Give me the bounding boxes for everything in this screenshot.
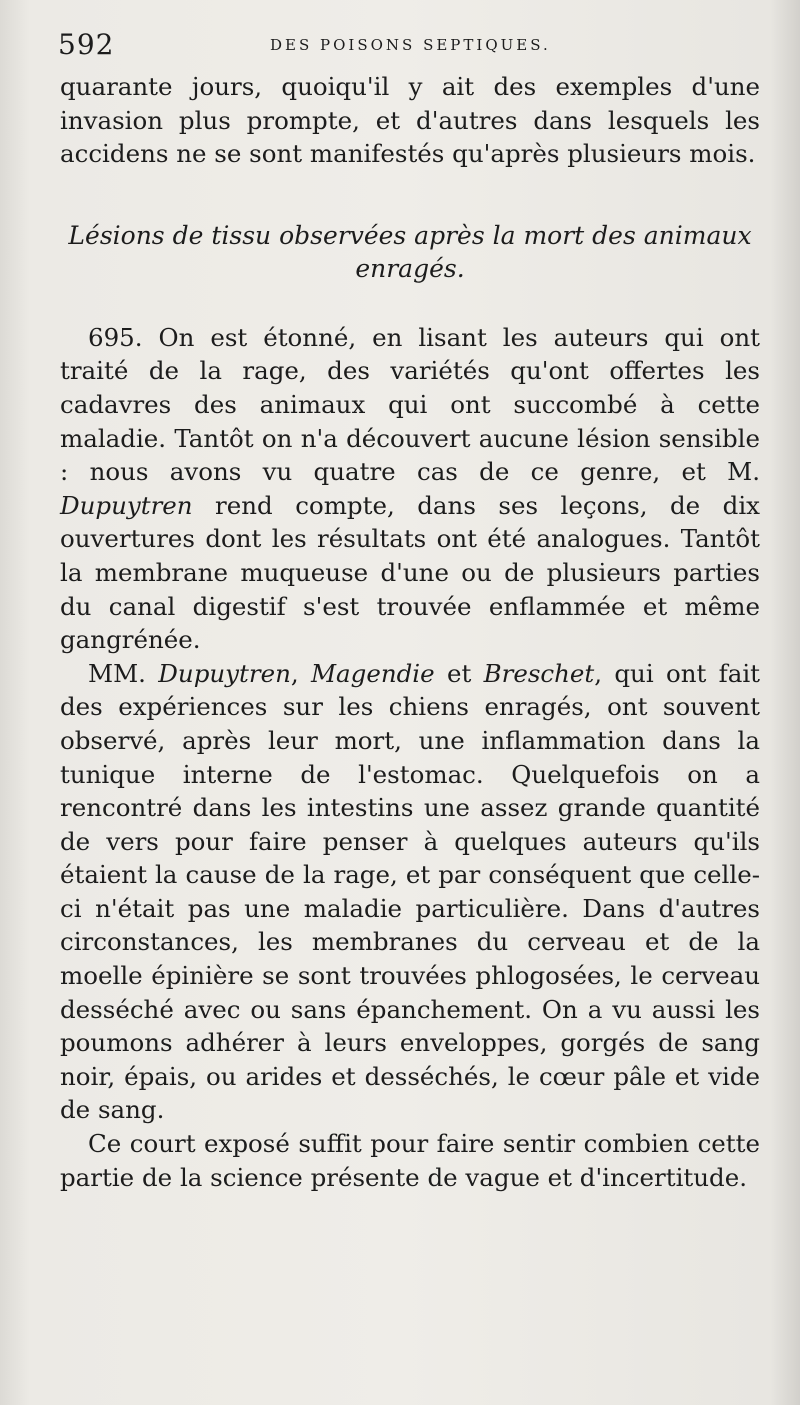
separator-text: , <box>290 658 311 688</box>
paragraph-695 <box>60 321 760 657</box>
paragraph-continuation: quarante jours, quoiqu'il y ait des exemples d'une invasion plus prompte, et d'autres dans lesquels les accidens ne se sont manifestés qu'après plusieurs mois. <box>60 72 760 169</box>
paragraph-text: 695. On est étonné, en lisant les auteurs qui ont traité de la rage, des variétés qu'ont offertes les cadavres des animaux qui ont succombé à cette maladie. Tantôt on n'a découvert aucune lésion sensible : nous avons vu quatre cas de ce genre, et M. <box>60 322 760 487</box>
paragraph-text: MM. <box>88 658 159 688</box>
paragraph-experiments <box>60 657 760 1127</box>
body-text <box>60 70 760 1194</box>
paragraph-conclusion: Ce court exposé suffit pour faire sentir combien cette partie de la science présente de vague et d'incertitude. <box>60 1129 760 1192</box>
page-header <box>58 28 760 60</box>
separator-text: et <box>434 658 484 688</box>
author-name: Dupuytren <box>60 490 193 520</box>
running-title: DES POISONS SEPTIQUES. <box>270 36 551 54</box>
paragraph-text: , qui ont fait des expériences sur les chiens enragés, ont souvent observé, après leur mort, une inflammation dans la tunique interne de l'estomac. Quelquefois on a rencontré dans les intestins une assez grande quantité de vers pour faire penser à quelques auteurs qu'ils étaient la cause de la rage, et par conséquent que celle-ci n'était pas une maladie particulière. Dans d'autres circonstances, les membranes du cerveau et de la moelle épinière se sont trouvées phlogosées, le cerveau desséché avec ou sans épanchement. On a vu aussi les poumons adhérer à leurs enveloppes, gorgés de sang noir, épais, ou arides et desséchés, le cœur pâle et vide de sang. <box>60 658 761 1125</box>
author-name: Breschet <box>483 658 595 688</box>
author-name: Dupuytren <box>158 658 291 688</box>
author-name: Magendie <box>310 658 435 688</box>
paragraph-text: rend compte, dans ses leçons, de dix ouvertures dont les résultats ont été analogues. Tantôt la membrane muqueuse d'une ou de plusieurs parties du canal digestif s'est trouvée enflammée et même gangrénée. <box>60 490 760 655</box>
section-heading: Lésions de tissu observées après la mort des animaux enragés. <box>68 220 752 283</box>
page-number: 592 <box>58 28 115 61</box>
